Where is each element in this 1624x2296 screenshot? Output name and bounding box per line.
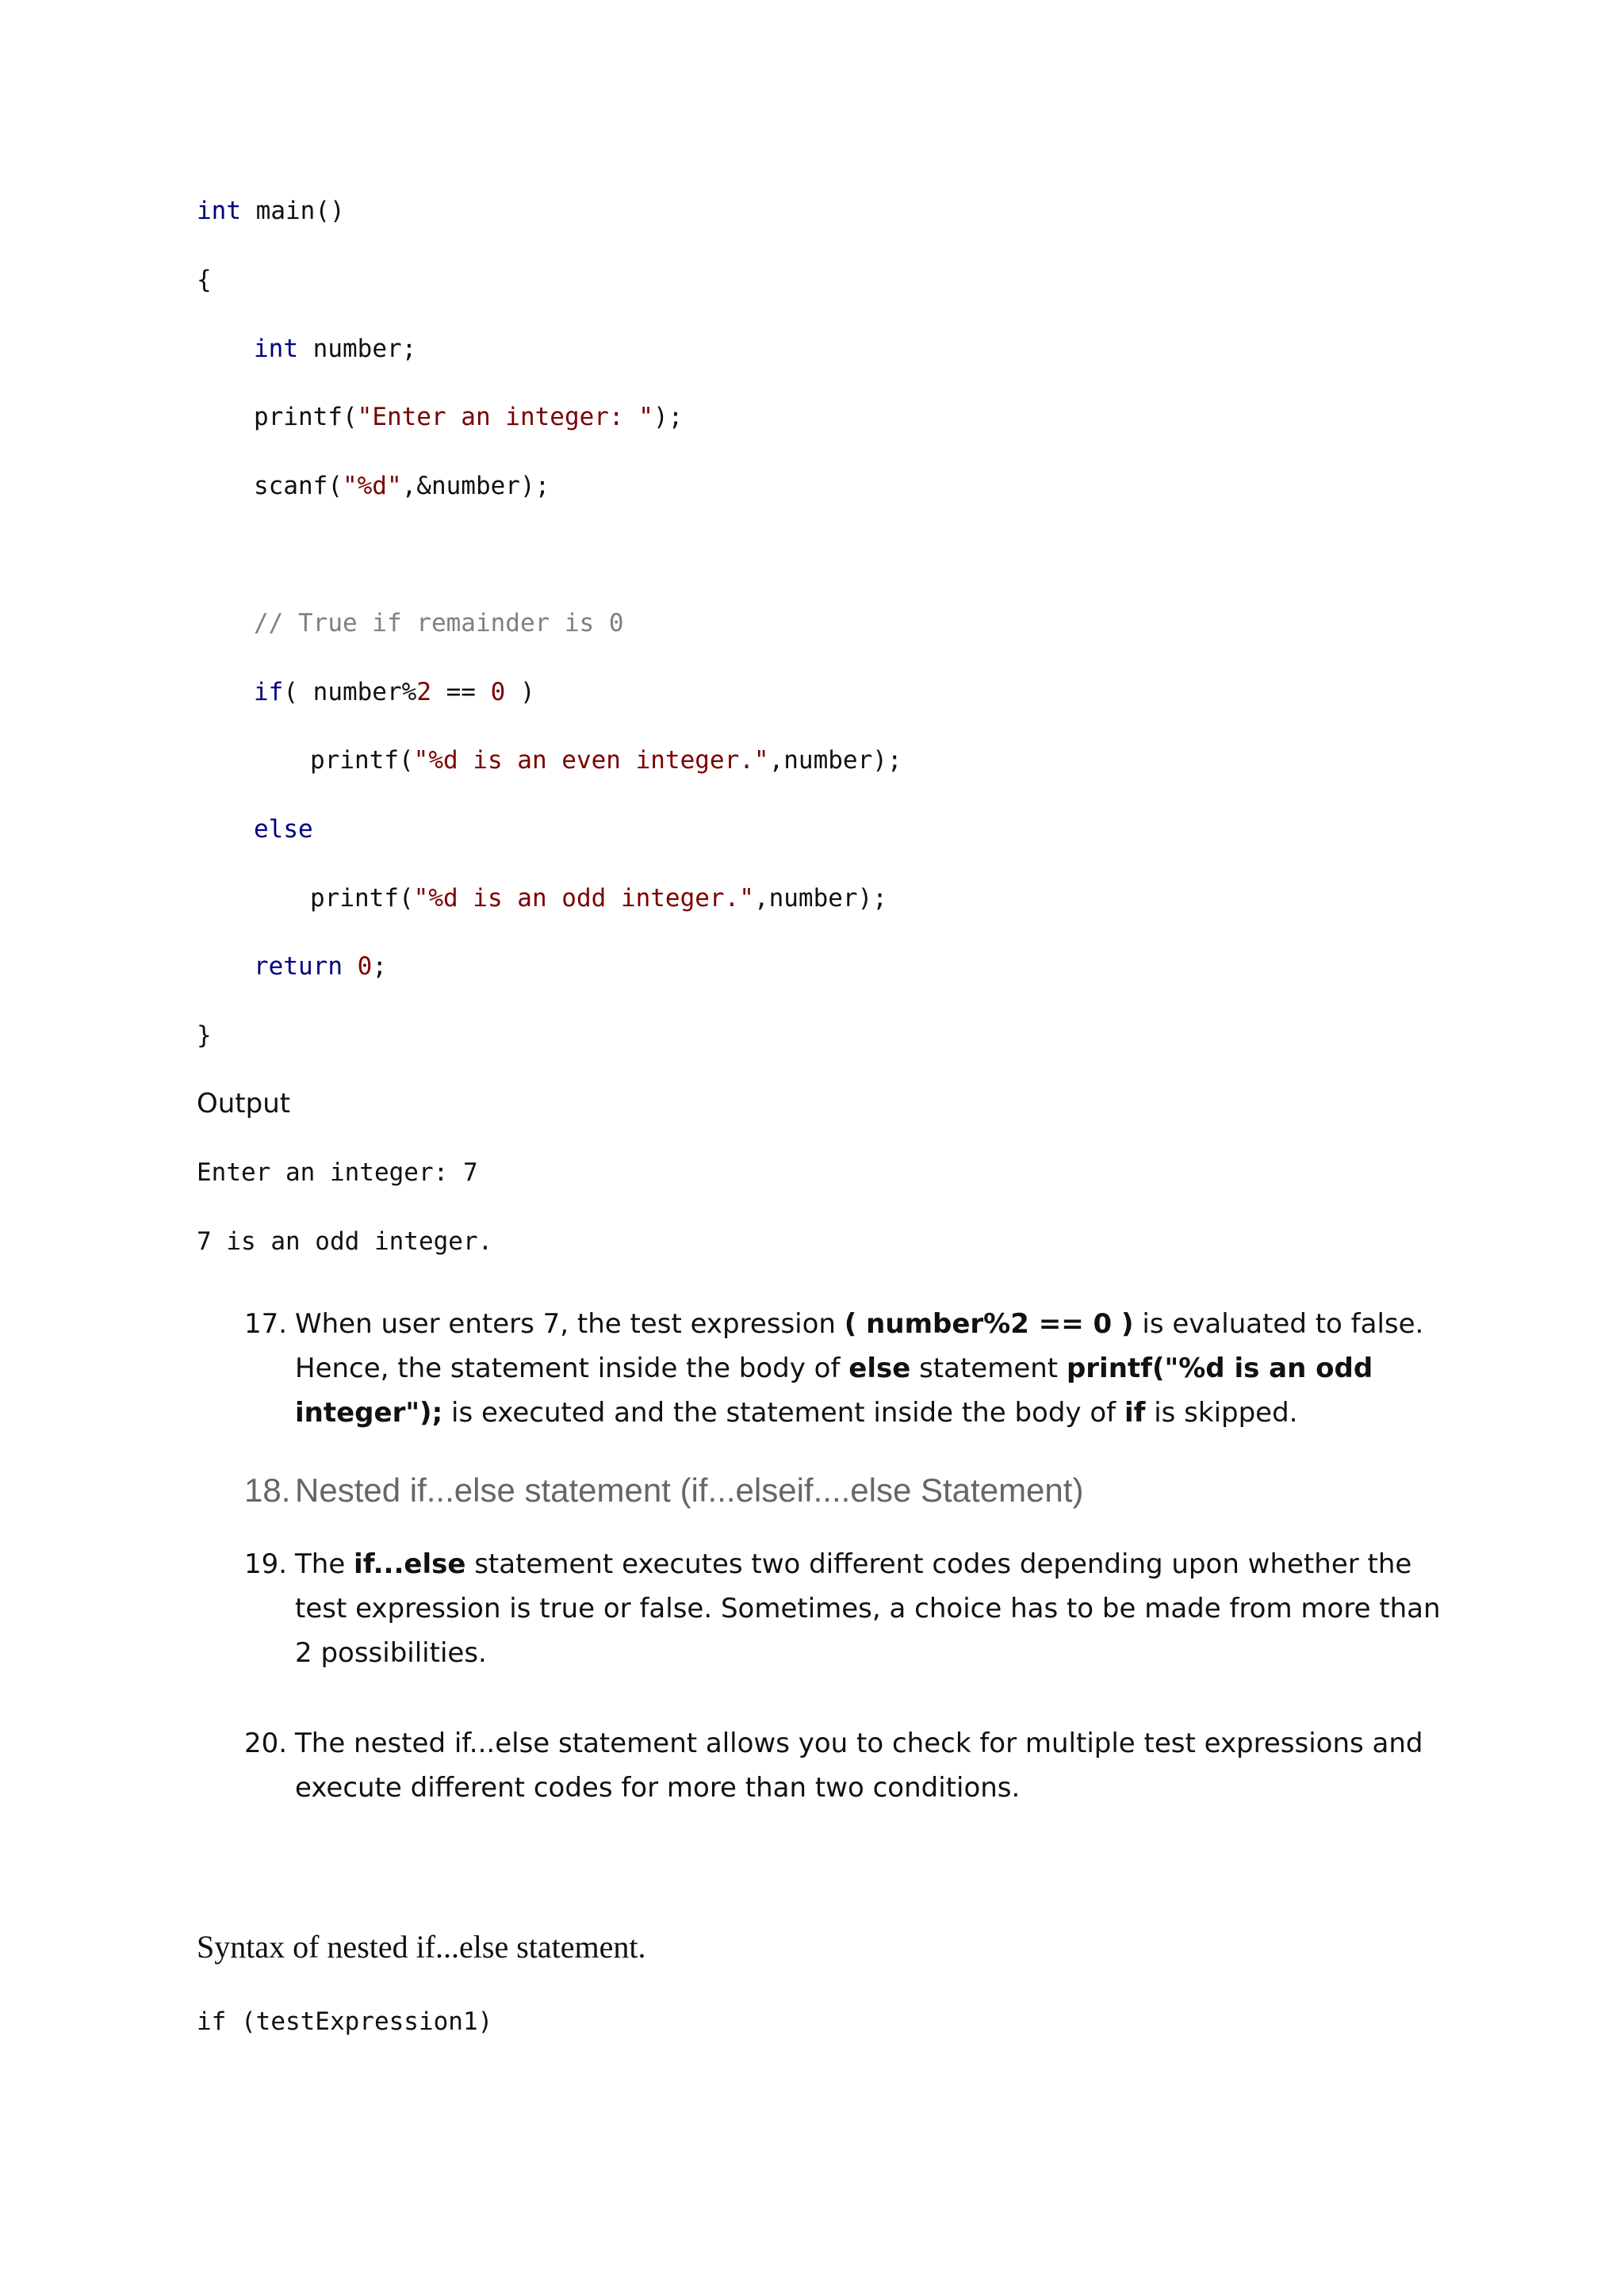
list-number: 20. — [244, 1728, 288, 1759]
list-number: 17. — [244, 1308, 288, 1340]
list-item-20 — [244, 1721, 1450, 1810]
section-heading-nested-if — [244, 1468, 1083, 1513]
output-label: Output — [197, 1088, 291, 1119]
output-line-1: Enter an integer: 7 — [197, 1158, 478, 1187]
syntax-code-line-1: if (testExpression1) — [197, 2007, 493, 2036]
code-line-printf-odd: printf("%d is an odd integer.",number); — [310, 884, 887, 913]
code-line-comment: // True if remainder is 0 — [254, 609, 624, 637]
code-line-else: else — [254, 815, 313, 844]
output-line-2: 7 is an odd integer. — [197, 1227, 493, 1256]
list-item-17 — [244, 1302, 1450, 1435]
code-line-declare: int number; — [254, 335, 417, 363]
code-line-printf-even: printf("%d is an even integer.",number); — [310, 746, 902, 775]
code-line-scanf: scanf("%d",&number); — [254, 472, 550, 500]
syntax-heading: Syntax of nested if...else statement. — [197, 1929, 646, 1965]
list-number: 18. — [244, 1471, 291, 1509]
list-item-text: The if...else statement executes two different codes depending upon whether the test expression is true or false. Sometimes, a choice has to be made from more than 2 possibilities. — [295, 1548, 1441, 1669]
list-item-text: When user enters 7, the test expression ( number%2 == 0 ) is evaluated to false. Hence, the statement inside the body of else statement printf("%d is an odd integer"); is executed and the statement inside the body of if is skipped. — [295, 1308, 1424, 1429]
list-number: 19. — [244, 1548, 288, 1580]
code-line-if: if( number%2 == 0 ) — [254, 678, 535, 706]
list-item-text: The nested if...else statement allows you to check for multiple test expressions and execute different codes for more than two conditions. — [295, 1728, 1423, 1804]
code-line-printf-prompt: printf("Enter an integer: "); — [254, 403, 684, 431]
code-line-return: return 0; — [254, 952, 387, 981]
list-item-19 — [244, 1542, 1450, 1675]
code-line-open-brace: { — [197, 266, 212, 294]
heading-text: Nested if...else statement (if...elseif....else Statement) — [295, 1471, 1084, 1509]
code-line-main: int main() — [197, 197, 345, 225]
keyword-int: int — [197, 197, 241, 225]
code-line-close-brace: } — [197, 1021, 212, 1050]
